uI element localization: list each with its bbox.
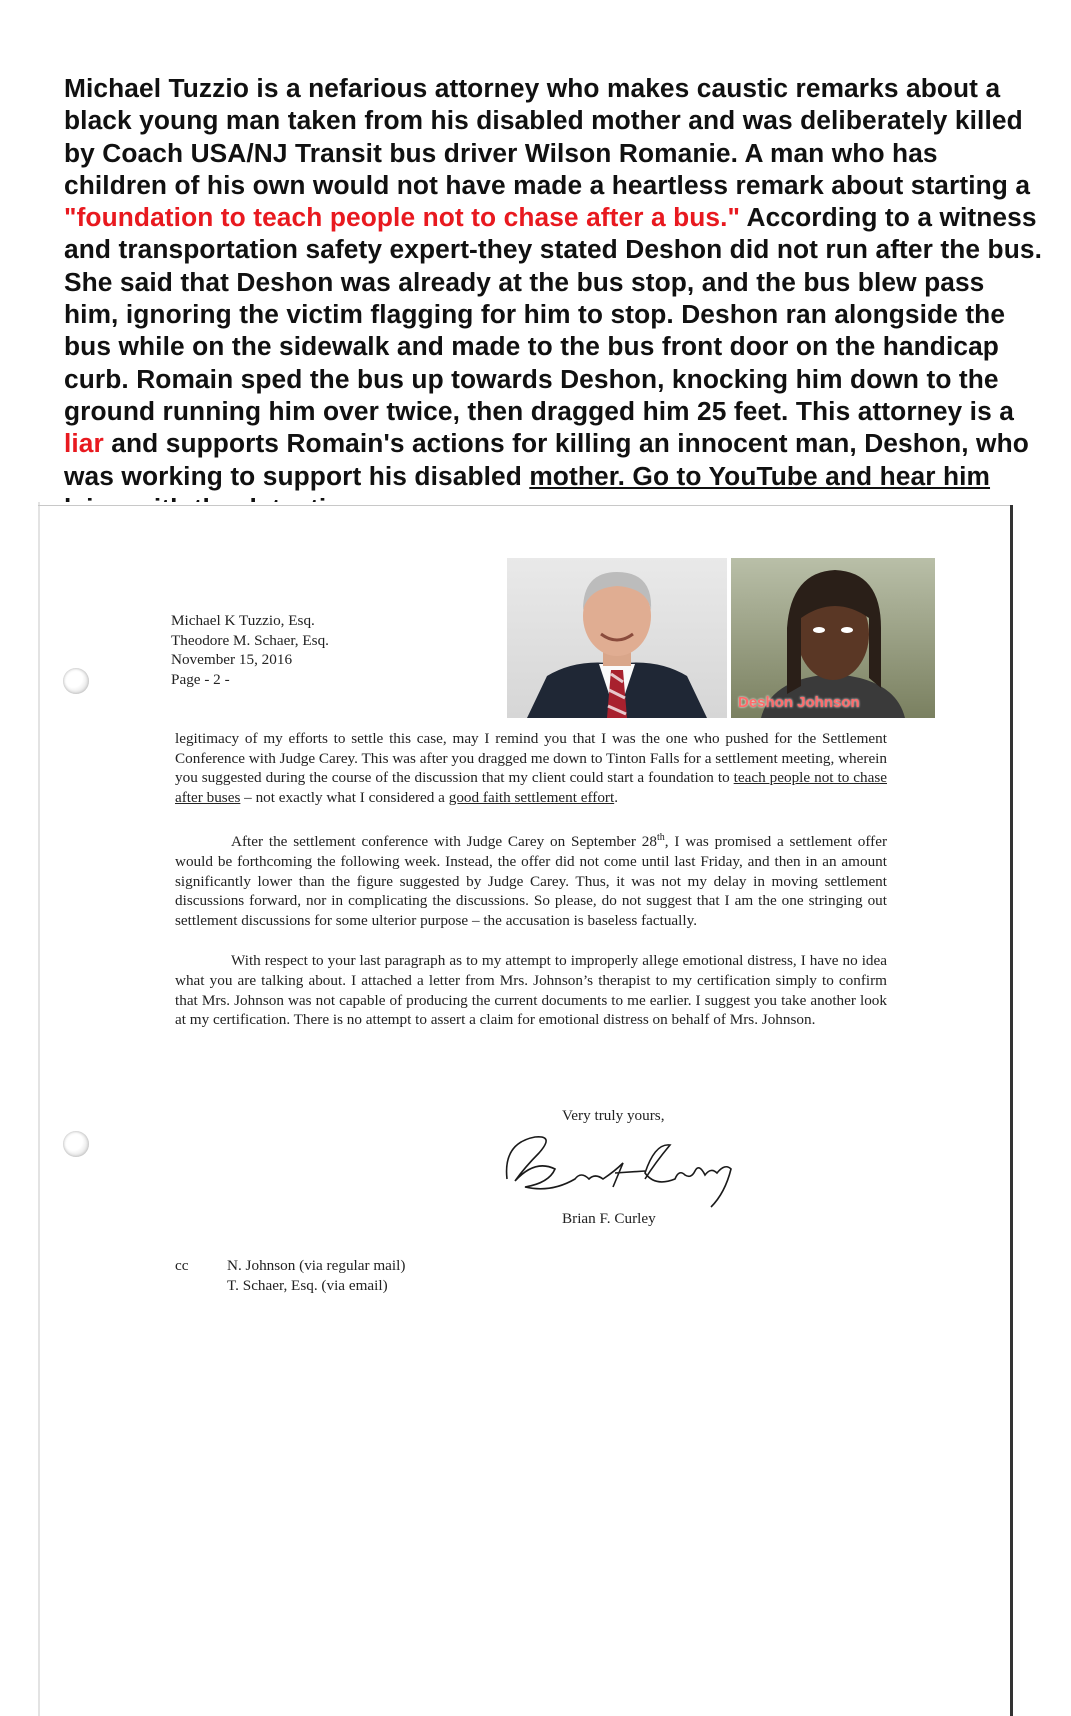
scan-right-edge — [1010, 505, 1013, 1716]
addressee-2: Theodore M. Schaer, Esq. — [171, 631, 329, 649]
addressee-1: Michael K Tuzzio, Esq. — [171, 612, 315, 629]
scan-top-edge — [38, 505, 1010, 506]
headline-text — [64, 72, 1044, 524]
punch-hole — [63, 668, 89, 694]
closing: Very truly yours, — [562, 1107, 665, 1124]
letter-body — [175, 729, 887, 1051]
underlined-phrase: teach people not to chase after buses — [175, 769, 887, 806]
banner-part-1: Michael Tuzzio is a nefarious attorney who makes caustic remarks about a black young man taken from his disabled mother and was deliberately killed by Coach USA/NJ Transit bus driver Wilson Romanie. A man who has children of his own would not have made a heartless remark about starting a — [64, 73, 1031, 200]
attorney-photo — [507, 558, 727, 718]
paragraph-2: After the settlement conference with Judge Carey on September 28th, I was promised a settlement offer would be forthcoming the following week. Instead, the offer did not come until last Friday, and then in an amount significantly lower than the figure suggested by Judge Carey. Thus, it was not my delay in moving settlement discussions forward, nor in complicating the discussions. So please, do not suggest that I am the one stringing out settlement discussions for some ulterior purpose – the accusation is baseless factually. — [175, 832, 887, 929]
banner-quote: "foundation to teach people not to chase after a bus." — [64, 202, 741, 233]
letter-header — [171, 611, 329, 689]
page-number: Page - 2 - — [171, 670, 230, 688]
banner-underlined: mother. Go to YouTube and hear him — [529, 460, 991, 491]
paragraph-1: legitimacy of my efforts to settle this case, may I remind you that I was the one who pushed for the Settlement Conference with Judge Carey. This was after you dragged me down to Tinton Falls for a settlement meeting, wherein you suggested during the course of the discussion that my client could start a foundation to teach people not to chase after buses – not exactly what I considered a good faith settlement effort. — [175, 730, 887, 806]
paragraph-3: With respect to your last paragraph as to my attempt to improperly allege emotional distress, I have no idea what you are talking about. I attached a letter from Mrs. Johnson’s therapist to my certification simply to confirm that Mrs. Johnson was not capable of producing the current documents to me earlier. I suggest you take another look at my certification. There is no attempt to assert a claim for emotional distress on behalf of Mrs. Johnson. — [175, 952, 887, 1029]
banner-liar: liar — [64, 428, 104, 459]
signer-name: Brian F. Curley — [562, 1210, 656, 1227]
signature-image — [495, 1123, 755, 1209]
banner-part-3: and supports Romain's actions for killing an innocent man, Deshon, who was working to support his disabled — [64, 428, 1029, 491]
cc-label: cc — [175, 1257, 189, 1274]
cc-list — [175, 1256, 405, 1295]
banner-part-2: According to a witness and transportation safety expert-they stated Deshon did not run after the bus. She said that Deshon was already at the bus stop, and the bus blew pass him, ignoring the victim flagging for him to stop. Deshon ran alongside the bus while on the sidewalk and made to the bus front door on the handicap curb. Romain sped the bus up towards Deshon, knocking him down to the ground running him over twice, then dragged him 25 feet. This attorney is a — [64, 202, 1042, 426]
cc-recipient-2: T. Schaer, Esq. (via email) — [227, 1276, 388, 1294]
scan-left-edge — [38, 502, 40, 1716]
photo-caption: Deshon Johnson — [738, 694, 860, 711]
punch-hole — [63, 1131, 89, 1157]
letter-date: November 15, 2016 — [171, 651, 293, 669]
cc-recipient-1: N. Johnson (via regular mail) — [227, 1257, 406, 1274]
underlined-phrase: good faith settlement effort — [448, 788, 615, 806]
